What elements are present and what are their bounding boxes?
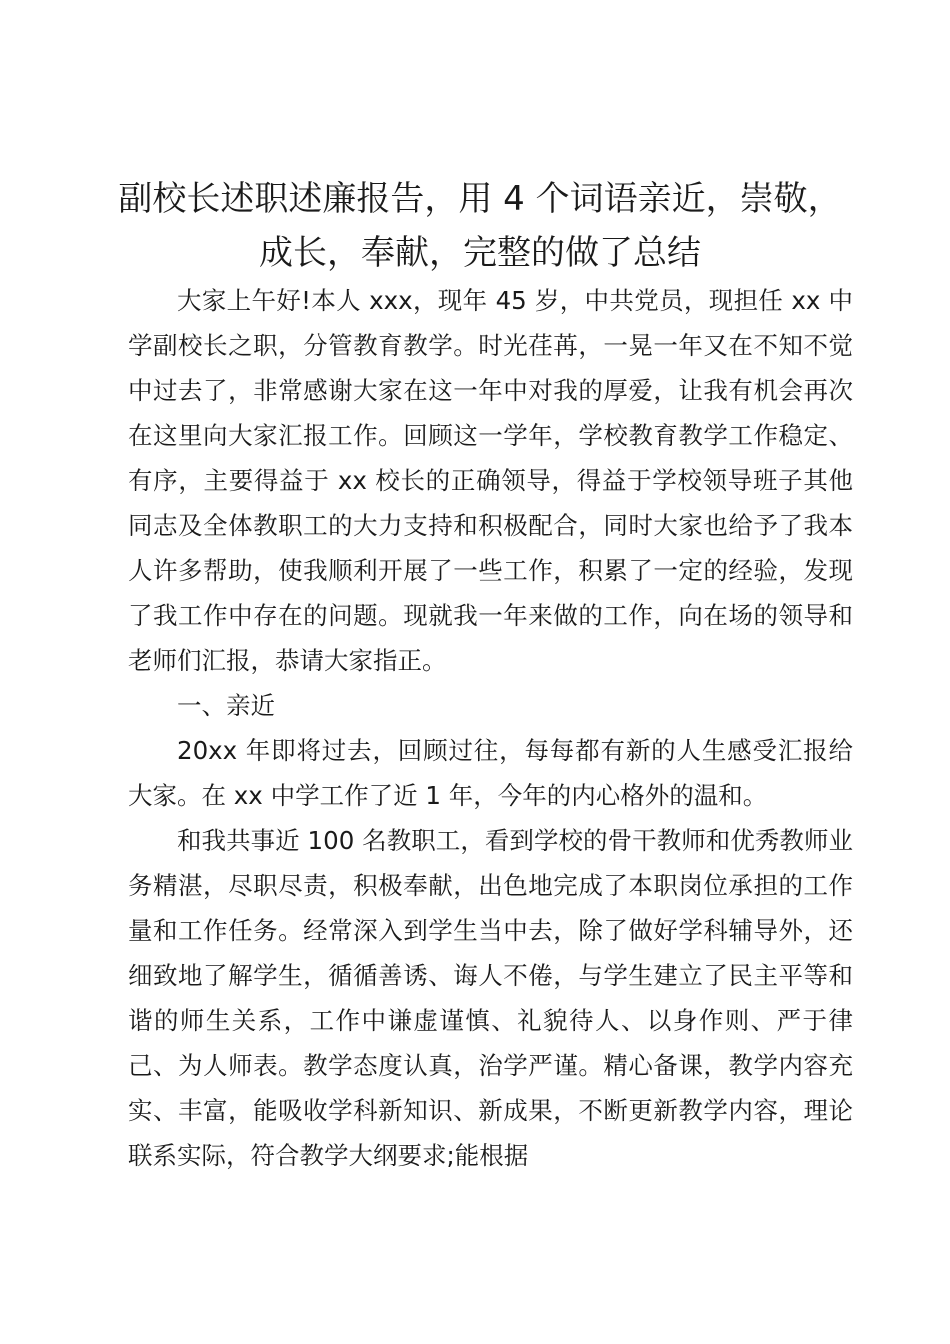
document-title: 副校长述职述廉报告，用 4 个词语亲近，崇敬，成长，奉献，完整的做了总结 bbox=[118, 179, 842, 273]
paragraph-colleagues: 和我共事近 100 名教职工，看到学校的骨干教师和优秀教师业务精湛，尽职尽责，积极奉献，出色地完成了本职岗位承担的工作量和工作任务。经常深入到学生当中去，除了做好学科辅导外，还细致地了解学生，循循善诱、诲人不倦，与学生建立了民主平等和谐的师生关系，工作中谦虚谨慎、礼貌待人、以身作则、严于律己、为人师表。教学态度认真，治学严谨。精心备课，教学内容充实、丰富，能吸收学科新知识、新成果，不断更新教学内容，理论联系实际，符合教学大纲要求;能根据 bbox=[128, 826, 853, 1170]
document-body bbox=[128, 278, 853, 1178]
paragraph-review: 20xx 年即将过去，回顾过往，每每都有新的人生感受汇报给大家。在 xx 中学工作了近 1 年，今年的内心格外的温和。 bbox=[128, 736, 853, 810]
paragraph-intro: 大家上午好!本人 xxx，现年 45 岁，中共党员，现担任 xx 中学副校长之职，分管教育教学。时光荏苒，一晃一年又在不知不觉中过去了，非常感谢大家在这一年中对我的厚爱，让我有机会再次在这里向大家汇报工作。回顾这一学年，学校教育教学工作稳定、有序，主要得益于 xx 校长的正确领导，得益于学校领导班子其他同志及全体教职工的大力支持和积极配合，同时大家也给予了我本人许多帮助，使我顺利开展了一些工作，积累了一定的经验，发现了我工作中存在的问题。现就我一年来做的工作，向在场的领导和老师们汇报，恭请大家指正。 bbox=[128, 286, 853, 675]
section-heading-qinjin: 一、亲近 bbox=[177, 691, 275, 720]
